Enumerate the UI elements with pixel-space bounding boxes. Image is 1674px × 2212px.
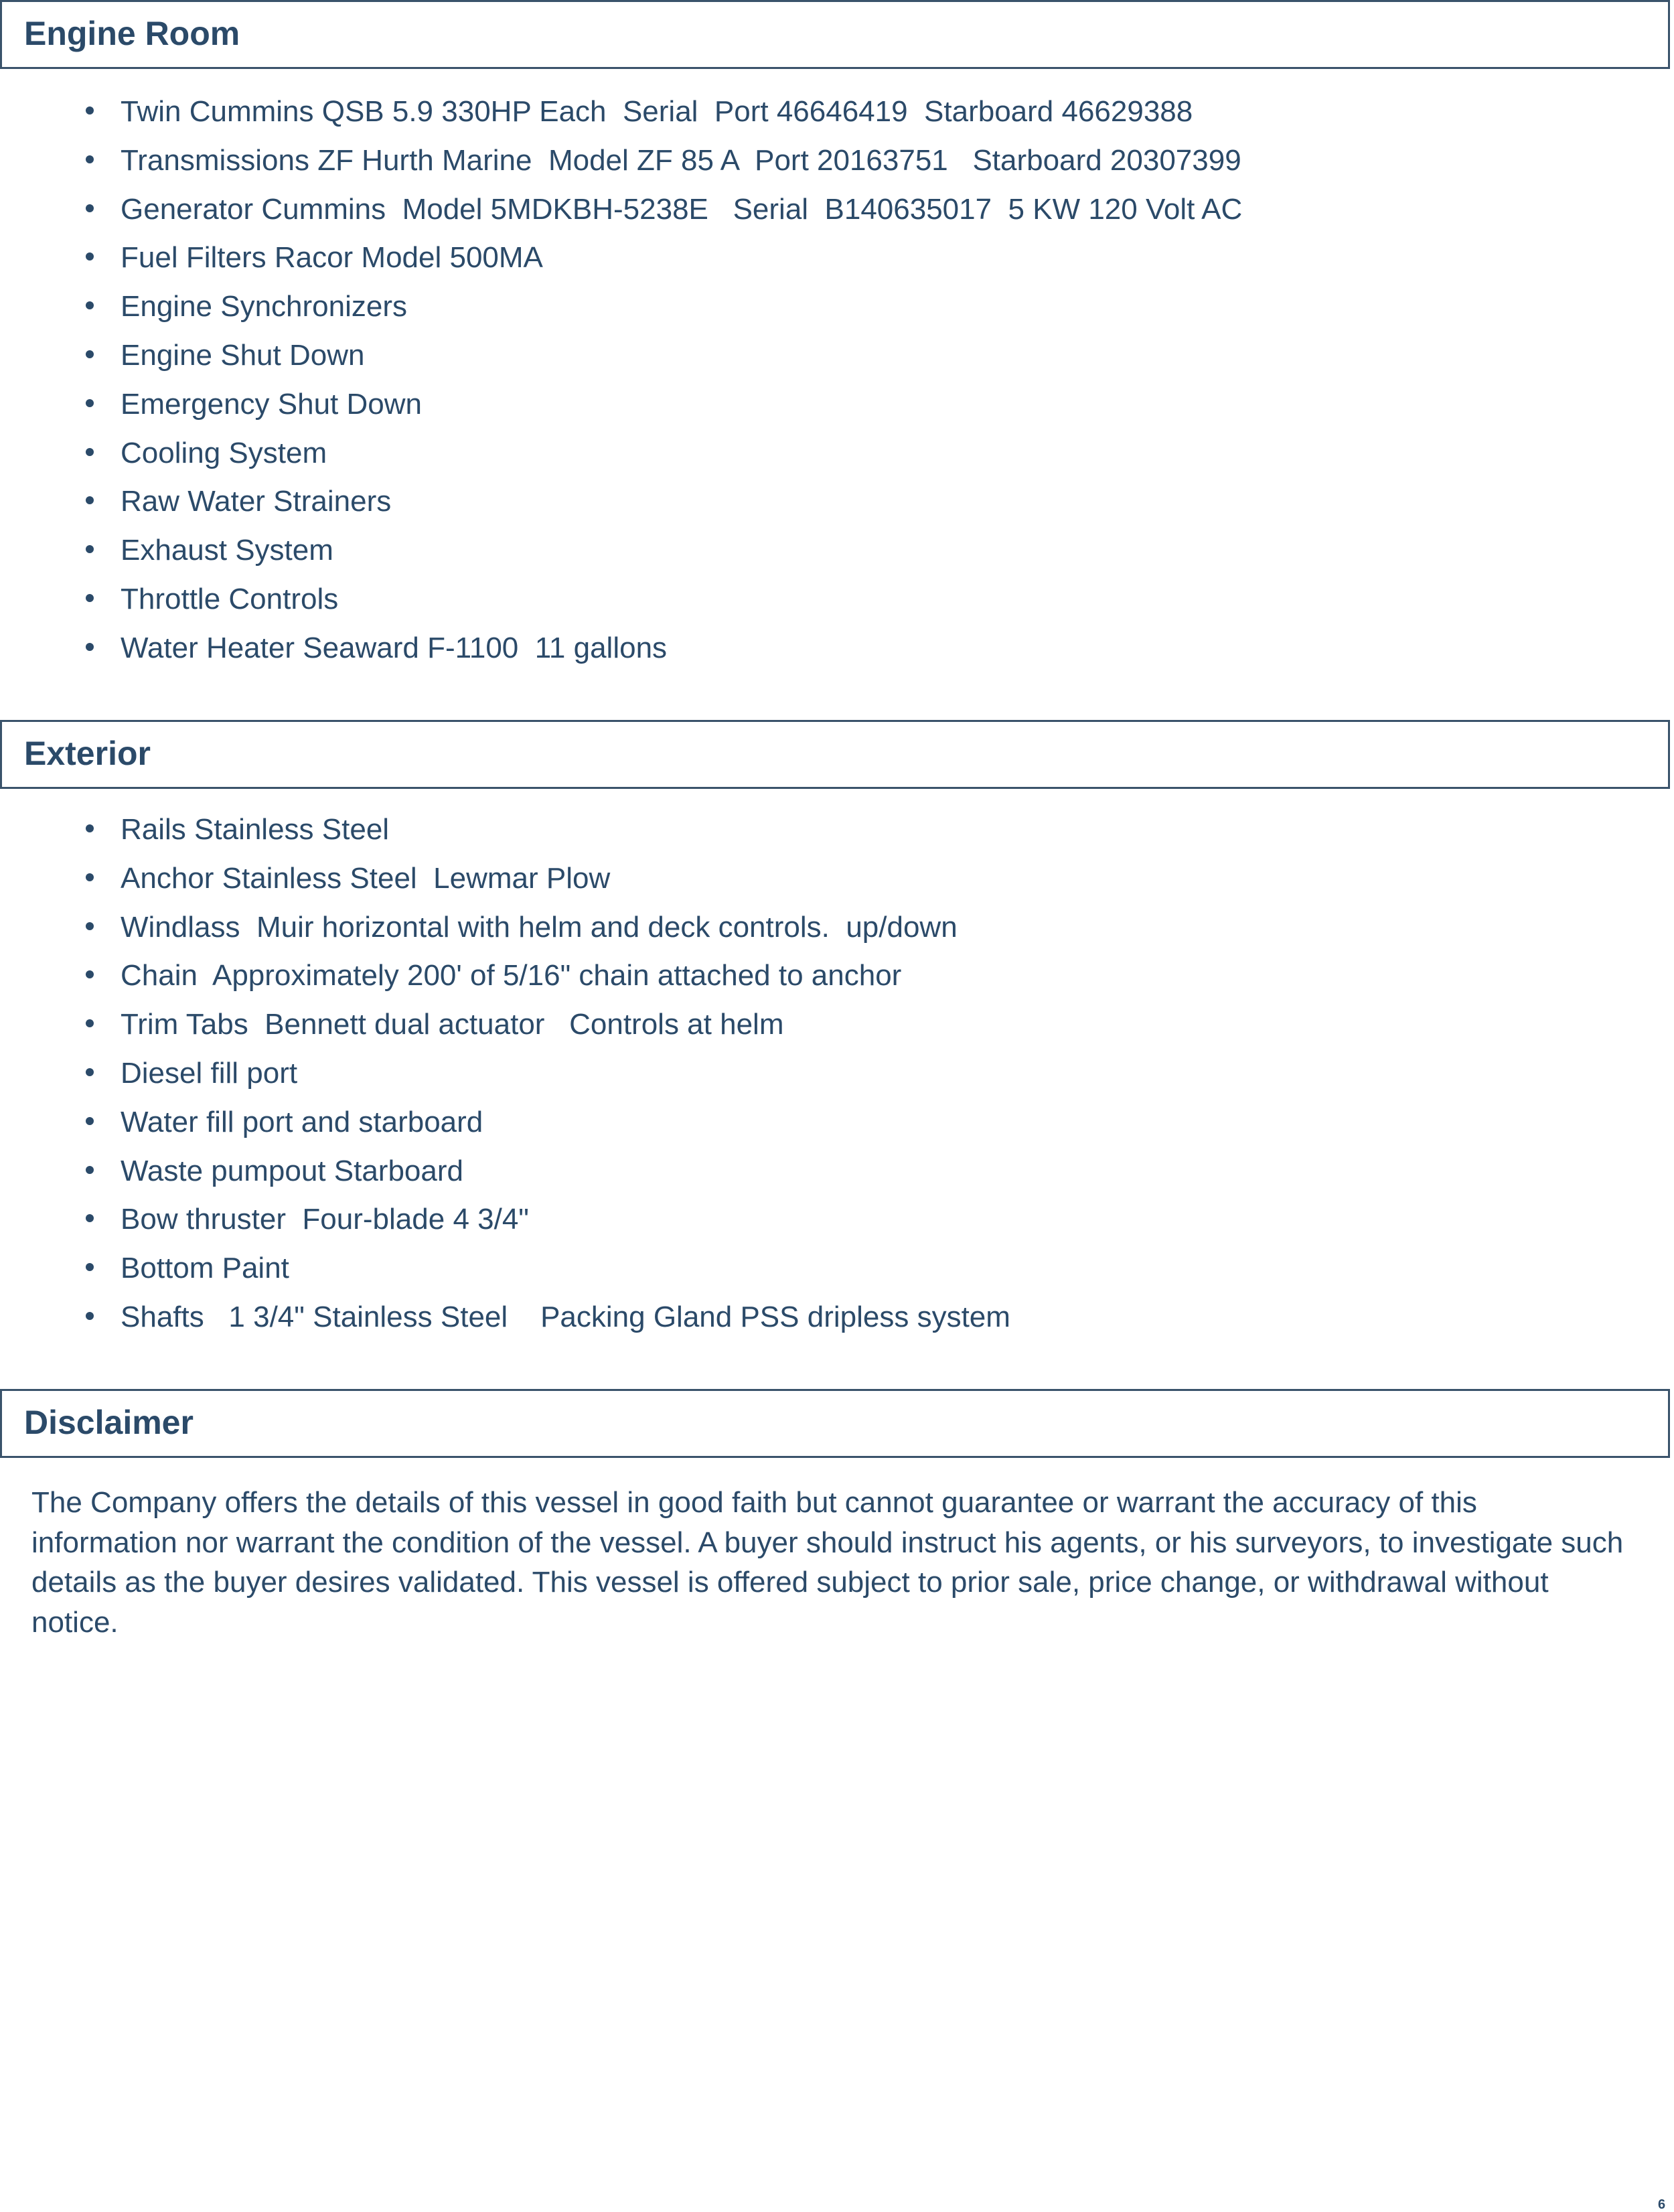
bullet-icon (86, 643, 94, 651)
bullet-icon (86, 155, 94, 163)
bullet-icon (86, 252, 94, 261)
bullet-icon (86, 1068, 94, 1076)
bullet-icon (86, 545, 94, 553)
bullet-icon (86, 970, 94, 978)
exterior-title: Exterior (24, 735, 151, 772)
bullet-icon (86, 594, 94, 602)
bullet-icon (86, 496, 94, 504)
bullet-icon (86, 350, 94, 358)
exterior-header (0, 720, 1670, 789)
bullet-icon (86, 1019, 94, 1027)
engine-room-title: Engine Room (24, 15, 240, 52)
page-number: 6 (1658, 2197, 1666, 2212)
bullet-icon (86, 1166, 94, 1174)
bullet-icon (86, 922, 94, 930)
bullet-icon (86, 873, 94, 881)
bullet-icon (86, 301, 94, 309)
bullet-icon (86, 399, 94, 407)
bullet-icon (86, 106, 94, 115)
bullet-icon (86, 824, 94, 832)
engine-room-header (0, 0, 1670, 69)
disclaimer-text: The Company offers the details of this vessel in good faith but cannot guarantee or warrant the accuracy of this information nor warrant the condition of the vessel. A buyer should instruct his agents, or his surveyors, to investigate such details as the buyer desires validated. This vessel is offered subject to prior sale, price change, or withdrawal without notice. (31, 1486, 1624, 1639)
bullet-icon (86, 1117, 94, 1125)
bullet-icon (86, 1312, 94, 1320)
disclaimer-title: Disclaimer (24, 1404, 194, 1441)
bullet-icon (86, 1263, 94, 1271)
bullet-icon (86, 204, 94, 212)
disclaimer-header (0, 1389, 1670, 1458)
bullet-icon (86, 448, 94, 456)
bullet-icon (86, 1214, 94, 1222)
